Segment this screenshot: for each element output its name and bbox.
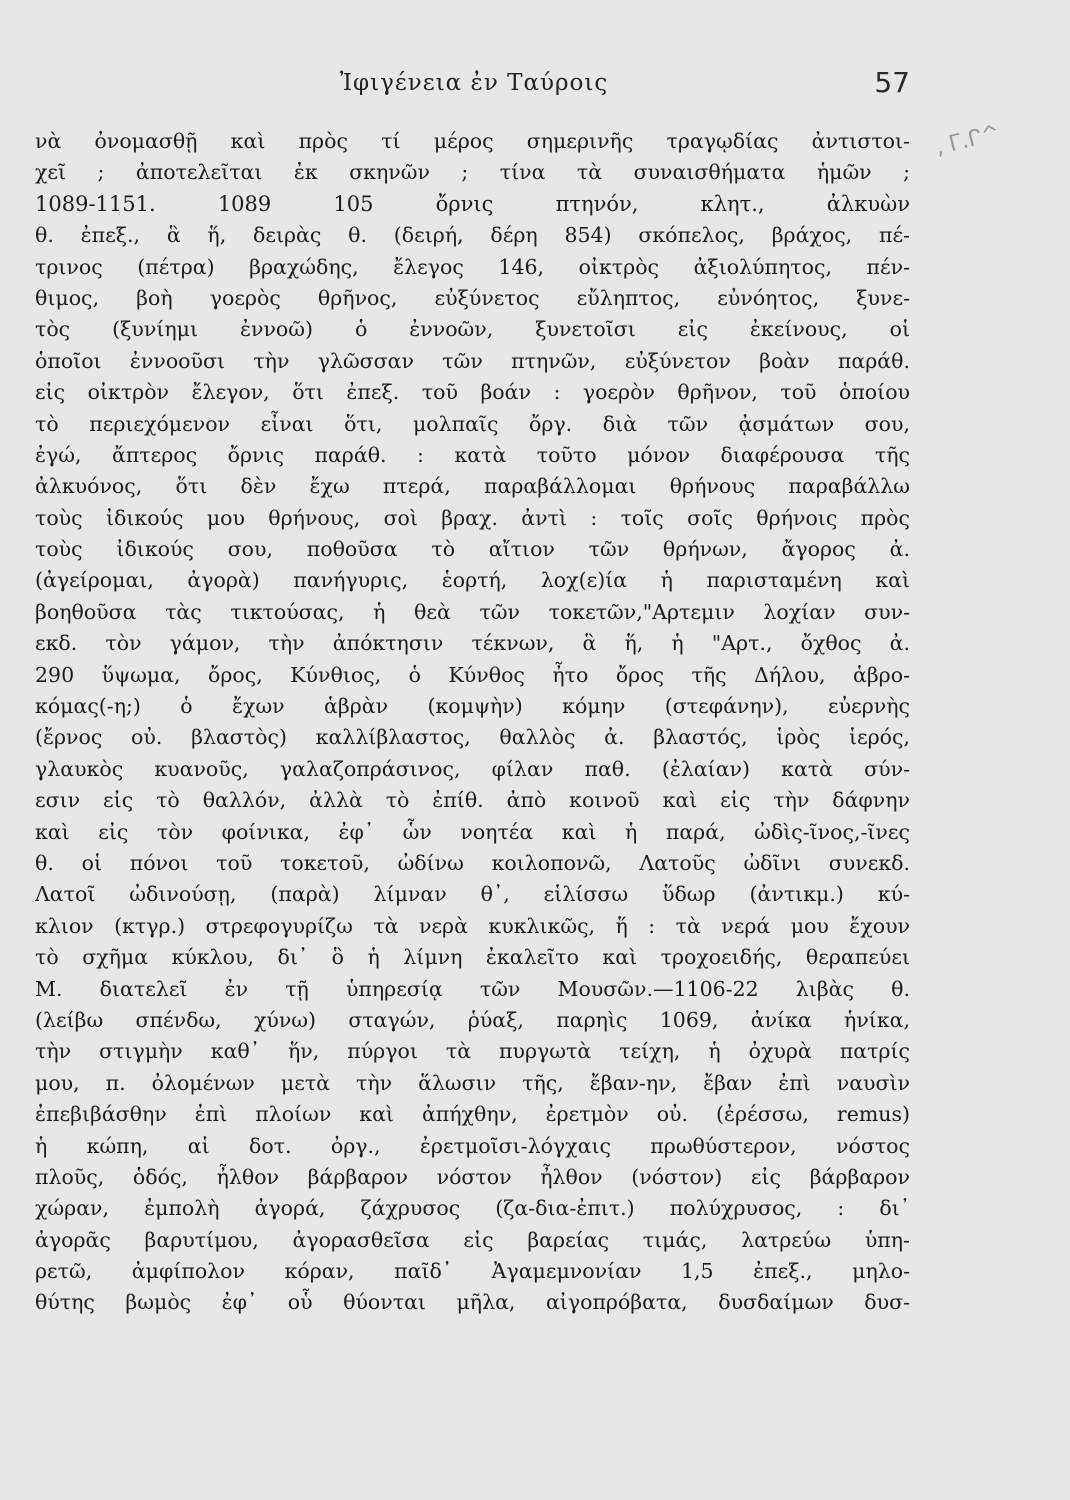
text-line: Μ. διατελεῖ ἐν τῇ ὑπηρεσίᾳ τῶν Μουσῶν.—1106-22 λιβὰς θ. [35,976,910,1001]
text-line: τὸ περιεχόμενον εἶναι ὅτι, μολπαῖς ὄργ. διὰ τῶν ᾀσμάτων σου, [35,411,910,436]
text-line: τὴν στιγμὴν καθ᾽ ἥν, πύργοι τὰ πυργωτὰ τείχη, ἡ ὀχυρὰ πατρίς [35,1039,910,1064]
text-line: θ. οἱ πόνοι τοῦ τοκετοῦ, ὠδίνω κοιλοπονῶ, Λατοῦς ὠδῖνι συνεκδ. [35,850,910,875]
text-line: γλαυκὸς κυανοῦς, γαλαζοπράσινος, φίλαν παθ. (ἐλαίαν) κατὰ σύν- [35,756,910,781]
text-line: ἀλκυόνος, ὅτι δὲν ἔχω πτερά, παραβάλλομαι θρήνους παραβάλλω [35,474,910,499]
page-number: 57 [874,66,910,99]
text-line: τρινος (πέτρα) βραχώδης, ἔλεγος 146, οἰκτρὸς ἀξιολύπητος, πέν- [35,254,910,279]
text-line: εκδ. τὸν γάμον, τὴν ἀπόκτησιν τέκνων, ἃ ἥ, ἡ "Αρτ., ὄχθος ἀ. [35,631,910,656]
commentary-text [35,126,910,1319]
page-header [0,62,1070,102]
text-line: χώραν, ἐμπολὴ ἀγορά, ζάχρυσος (ζα-δια-ἐπιτ.) πολύχρυσος, : δι᾽ [35,1196,910,1221]
text-line: (λείβω σπένδω, χύνω) σταγών, ῥύαξ, παρηὶς 1069, ἀνίκα ἡνίκα, [35,1007,910,1032]
text-line: (ἀγείρομαι, ἀγορὰ) πανήγυρις, ἑορτή, λοχ(ε)ία ἡ παρισταμένη καὶ [35,568,910,593]
text-line: ὁποῖοι ἐννοοῦσι τὴν γλῶσσαν τῶν πτηνῶν, εὐξύνετον βοὰν παράθ. [35,348,910,373]
text-line: τὸς (ξυνίημι ἐννοῶ) ὁ ἐννοῶν, ξυνετοῖσι εἰς ἐκείνους, οἱ [35,317,910,342]
text-line: ρετῶ, ἀμφίπολον κόραν, παῖδ᾽ Ἀγαμεμνονίαν 1,5 ἐπεξ., μηλο- [35,1259,910,1284]
text-line: ἀγορᾶς βαρυτίμου, ἀγορασθεῖσα εἰς βαρείας τιμάς, λατρεύω ὑπη- [35,1227,910,1252]
text-line: μου, π. ὀλομένων μετὰ τὴν ἅλωσιν τῆς, ἔβαν-ην, ἔβαν ἐπὶ ναυσὶν [35,1070,910,1095]
text-line: (ἔρνος οὐ. βλαστὸς) καλλίβλαστος, θαλλὸς ἀ. βλαστός, ἱρὸς ἱερός, [35,725,910,750]
handwritten-margin-note: , ᒥ.ᒋ^ [932,120,1003,161]
text-line: θ. ἐπεξ., ἃ ἥ, δειρὰς θ. (δειρή, δέρη 854) σκόπελος, βράχος, πέ- [35,223,910,248]
text-line: κλιον (κτγρ.) στρεφογυρίζω τὰ νερὰ κυκλικῶς, ἥ : τὰ νερά μου ἔχουν [35,913,910,938]
text-line: Λατοῖ ὠδινούσῃ, (παρὰ) λίμναν θ᾽, εἱλίσσω ὕδωρ (ἀντικμ.) κύ- [35,882,910,907]
text-line: χεῖ ; ἀποτελεῖται ἐκ σκηνῶν ; τίνα τὰ συναισθήματα ἡμῶν ; [35,160,910,185]
text-line: 290 ὕψωμα, ὄρος, Κύνθιος, ὁ Κύνθος ἦτο ὄρος τῆς Δήλου, ἁβρο- [35,662,910,687]
text-line: τοὺς ἰδικούς σου, ποθοῦσα τὸ αἴτιον τῶν θρήνων, ἄγορος ἀ. [35,537,910,562]
text-line: τοὺς ἰδικούς μου θρήνους, σοὶ βραχ. ἀντὶ : τοῖς σοῖς θρήνοις πρὸς [35,505,910,530]
text-line: θύτης βωμὸς ἐφ᾽ οὗ θύονται μῆλα, αἰγοπρόβατα, δυσδαίμων δυσ- [35,1290,910,1315]
text-line: ἐγώ, ἄπτερος ὄρνις παράθ. : κατὰ τοῦτο μόνον διαφέρουσα τῆς [35,442,910,467]
text-line: καὶ εἰς τὸν φοίνικα, ἐφ᾽ ὧν νοητέα καὶ ἡ παρά, ὠδὶς-ῖνος,-ῖνες [35,819,910,844]
running-title: Ἰφιγένεια ἐν Ταύροις [340,70,609,96]
text-line: νὰ ὀνομασθῇ καὶ πρὸς τί μέρος σημερινῆς τραγῳδίας ἀντιστοι- [35,129,910,153]
text-line: ἡ κώπη, αἱ δοτ. ὀργ., ἐρετμοῖσι-λόγχαις πρωθύστερον, νόστος [35,1133,910,1158]
text-line: βοηθοῦσα τὰς τικτούσας, ἡ θεὰ τῶν τοκετῶν,"Αρτεμιν λοχίαν συν- [35,599,910,624]
text-line: ἐπεβιβάσθην ἐπὶ πλοίων καὶ ἀπήχθην, ἐρετμὸν οὐ. (ἐρέσσω, remus) [35,1102,910,1127]
text-line: κόμας(-η;) ὁ ἔχων ἁβρὰν (κομψὴν) κόμην (στεφάνην), εὐερνὴς [35,694,910,719]
text-line: τὸ σχῆμα κύκλου, δι᾽ ὃ ἡ λίμνη ἐκαλεῖτο καὶ τροχοειδής, θεραπεύει [35,945,910,970]
text-line: εἰς οἰκτρὸν ἔλεγον, ὅτι ἐπεξ. τοῦ βοάν : γοερὸν θρῆνον, τοῦ ὁποίου [35,380,910,405]
text-line: εσιν εἰς τὸ θαλλόν, ἀλλὰ τὸ ἐπίθ. ἀπὸ κοινοῦ καὶ εἰς τὴν δάφνην [35,788,910,813]
text-line: 1089-1151. 1089 105 ὄρνις πτηνόν, κλητ., ἀλκυὼν [35,191,910,216]
text-line: θιμος, βοὴ γοερὸς θρῆνος, εὐξύνετος εὔληπτος, εὐνόητος, ξυνε- [35,285,910,310]
text-line: πλοῦς, ὁδός, ἦλθον βάρβαρον νόστον ἦλθον (νόστον) εἰς βάρβαρον [35,1164,910,1189]
